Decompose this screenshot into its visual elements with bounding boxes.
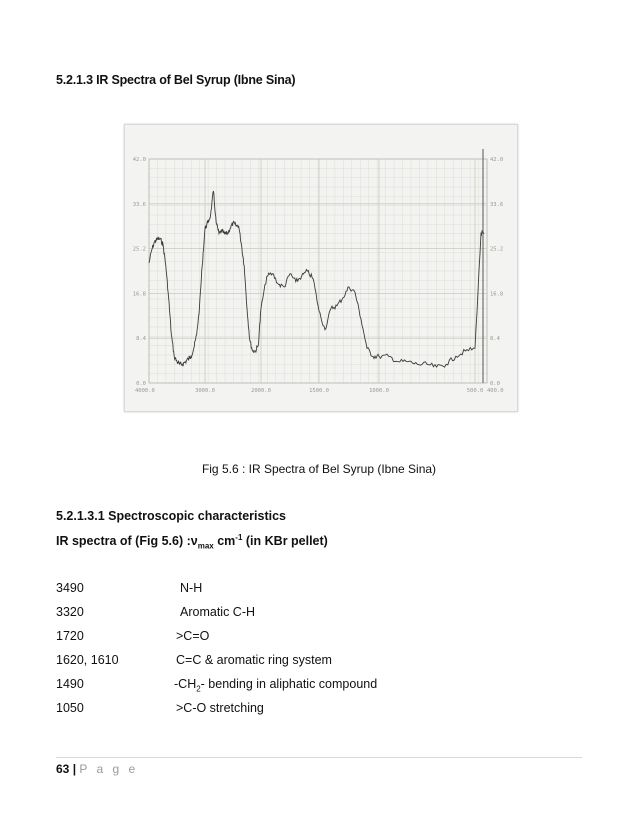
band-wavenumber: 3490 bbox=[56, 581, 84, 595]
band-wavenumber: 1720 bbox=[56, 629, 84, 643]
band-wavenumber: 1490 bbox=[56, 677, 84, 691]
band-wavenumber: 1620, 1610 bbox=[56, 653, 119, 667]
x-tick-label: 2000.0 bbox=[251, 388, 271, 394]
y-tick-label-left: 16.8 bbox=[132, 291, 146, 298]
ir-suffix: (in KBr pellet) bbox=[245, 534, 328, 549]
spectrum-trace bbox=[149, 191, 484, 367]
x-tick-label: 4000.0 bbox=[135, 388, 155, 394]
nu-subscript: max bbox=[197, 541, 214, 551]
band-assignment: >C-O stretching bbox=[176, 701, 264, 715]
y-tick-labels-left bbox=[133, 157, 147, 387]
assignment-post: - bending in aliphatic compound bbox=[200, 677, 378, 691]
footer-separator: | bbox=[72, 762, 77, 776]
page-footer bbox=[56, 762, 138, 776]
x-tick-label: 500.0 bbox=[466, 388, 484, 394]
ir-prefix: IR spectra of (Fig 5.6) : bbox=[56, 534, 191, 549]
subsection-title: 5.2.1.3.1 Spectroscopic characteristics bbox=[56, 509, 286, 523]
page-label: P a g e bbox=[79, 762, 139, 776]
ir-spectrum-chart bbox=[125, 125, 517, 411]
x-tick-label: 1500.0 bbox=[309, 388, 329, 394]
band-assignment: C=C & aromatic ring system bbox=[176, 653, 332, 667]
chart-grid bbox=[149, 159, 487, 383]
y-tick-label-right: 25.2 bbox=[490, 246, 504, 253]
y-tick-label-right: 16.8 bbox=[490, 291, 504, 298]
y-tick-label-right: 33.6 bbox=[490, 201, 504, 208]
y-tick-label-right: 8.4 bbox=[490, 336, 500, 343]
y-tick-label-left: 8.4 bbox=[136, 336, 146, 343]
ir-spectra-line bbox=[56, 533, 328, 551]
band-wavenumber: 1050 bbox=[56, 701, 84, 715]
band-assignment: N-H bbox=[180, 581, 203, 595]
y-tick-label-left: 33.6 bbox=[132, 201, 146, 208]
footer-divider bbox=[56, 757, 582, 758]
band-assignment: >C=O bbox=[176, 629, 210, 643]
figure-caption: Fig 5.6 : IR Spectra of Bel Syrup (Ibne Sina) bbox=[201, 462, 437, 476]
band-assignment: Aromatic C-H bbox=[180, 605, 256, 619]
band-assignment bbox=[174, 677, 377, 694]
nu-symbol: ν bbox=[190, 534, 198, 549]
y-tick-labels-right bbox=[490, 157, 503, 387]
ir-spectrum-figure bbox=[124, 124, 518, 412]
y-tick-label-left: 0.0 bbox=[136, 381, 146, 387]
unit-superscript: -1 bbox=[235, 533, 243, 542]
unit-base: cm bbox=[217, 534, 236, 549]
x-tick-label: 3000.0 bbox=[195, 388, 215, 394]
y-tick-label-right: 0.0 bbox=[490, 381, 500, 387]
y-tick-label-right: 42.0 bbox=[490, 157, 504, 163]
assignment-sub: 2 bbox=[196, 684, 201, 694]
assignment-pre: -CH bbox=[174, 677, 197, 691]
band-wavenumber: 3320 bbox=[56, 605, 84, 619]
x-tick-labels bbox=[135, 388, 504, 394]
x-tick-label: 400.0 bbox=[487, 388, 504, 394]
y-tick-label-left: 25.2 bbox=[132, 246, 146, 253]
x-tick-label: 1000.0 bbox=[369, 388, 389, 394]
y-tick-label-left: 42.0 bbox=[132, 157, 146, 163]
section-title: 5.2.1.3 IR Spectra of Bel Syrup (Ibne Sina) bbox=[56, 73, 296, 87]
page-number: 63 bbox=[56, 762, 70, 776]
